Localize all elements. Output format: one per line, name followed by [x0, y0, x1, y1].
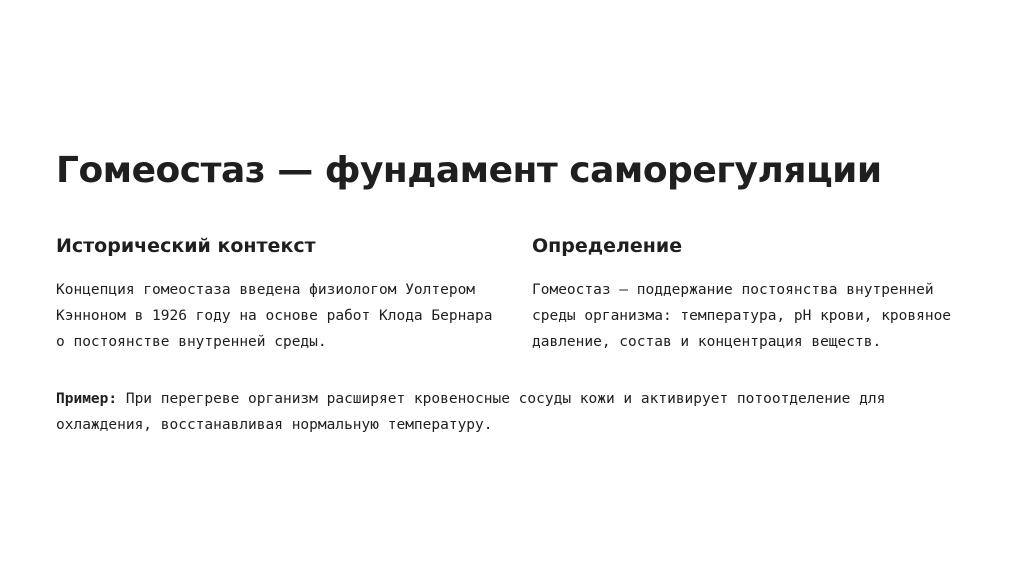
- historical-context-text: Концепция гомеостаза введена физиологом Уолтером Кэнноном в 1926 году на основе работ Клода Бернара о постоянстве внутренней среды.: [56, 282, 493, 350]
- definition-section: [532, 232, 982, 355]
- example-text: При перегреве организм расширяет кровеносные сосуды кожи и активирует потоотделение для охлаждения, восстанавливая нормальную температуру.: [56, 391, 886, 433]
- example-paragraph: [56, 386, 956, 438]
- historical-context-heading: Исторический контекст: [56, 235, 316, 257]
- definition-heading: Определение: [532, 235, 683, 257]
- example-label: Пример:: [56, 391, 118, 407]
- historical-context-section: [56, 232, 496, 355]
- slide-title: Гомеостаз — фундамент саморегуляции: [56, 150, 882, 191]
- definition-text: Гомеостаз — поддержание постоянства внутренней среды организма: температура, pH крови, кровяное давление, состав и концентрация веществ.: [532, 282, 952, 350]
